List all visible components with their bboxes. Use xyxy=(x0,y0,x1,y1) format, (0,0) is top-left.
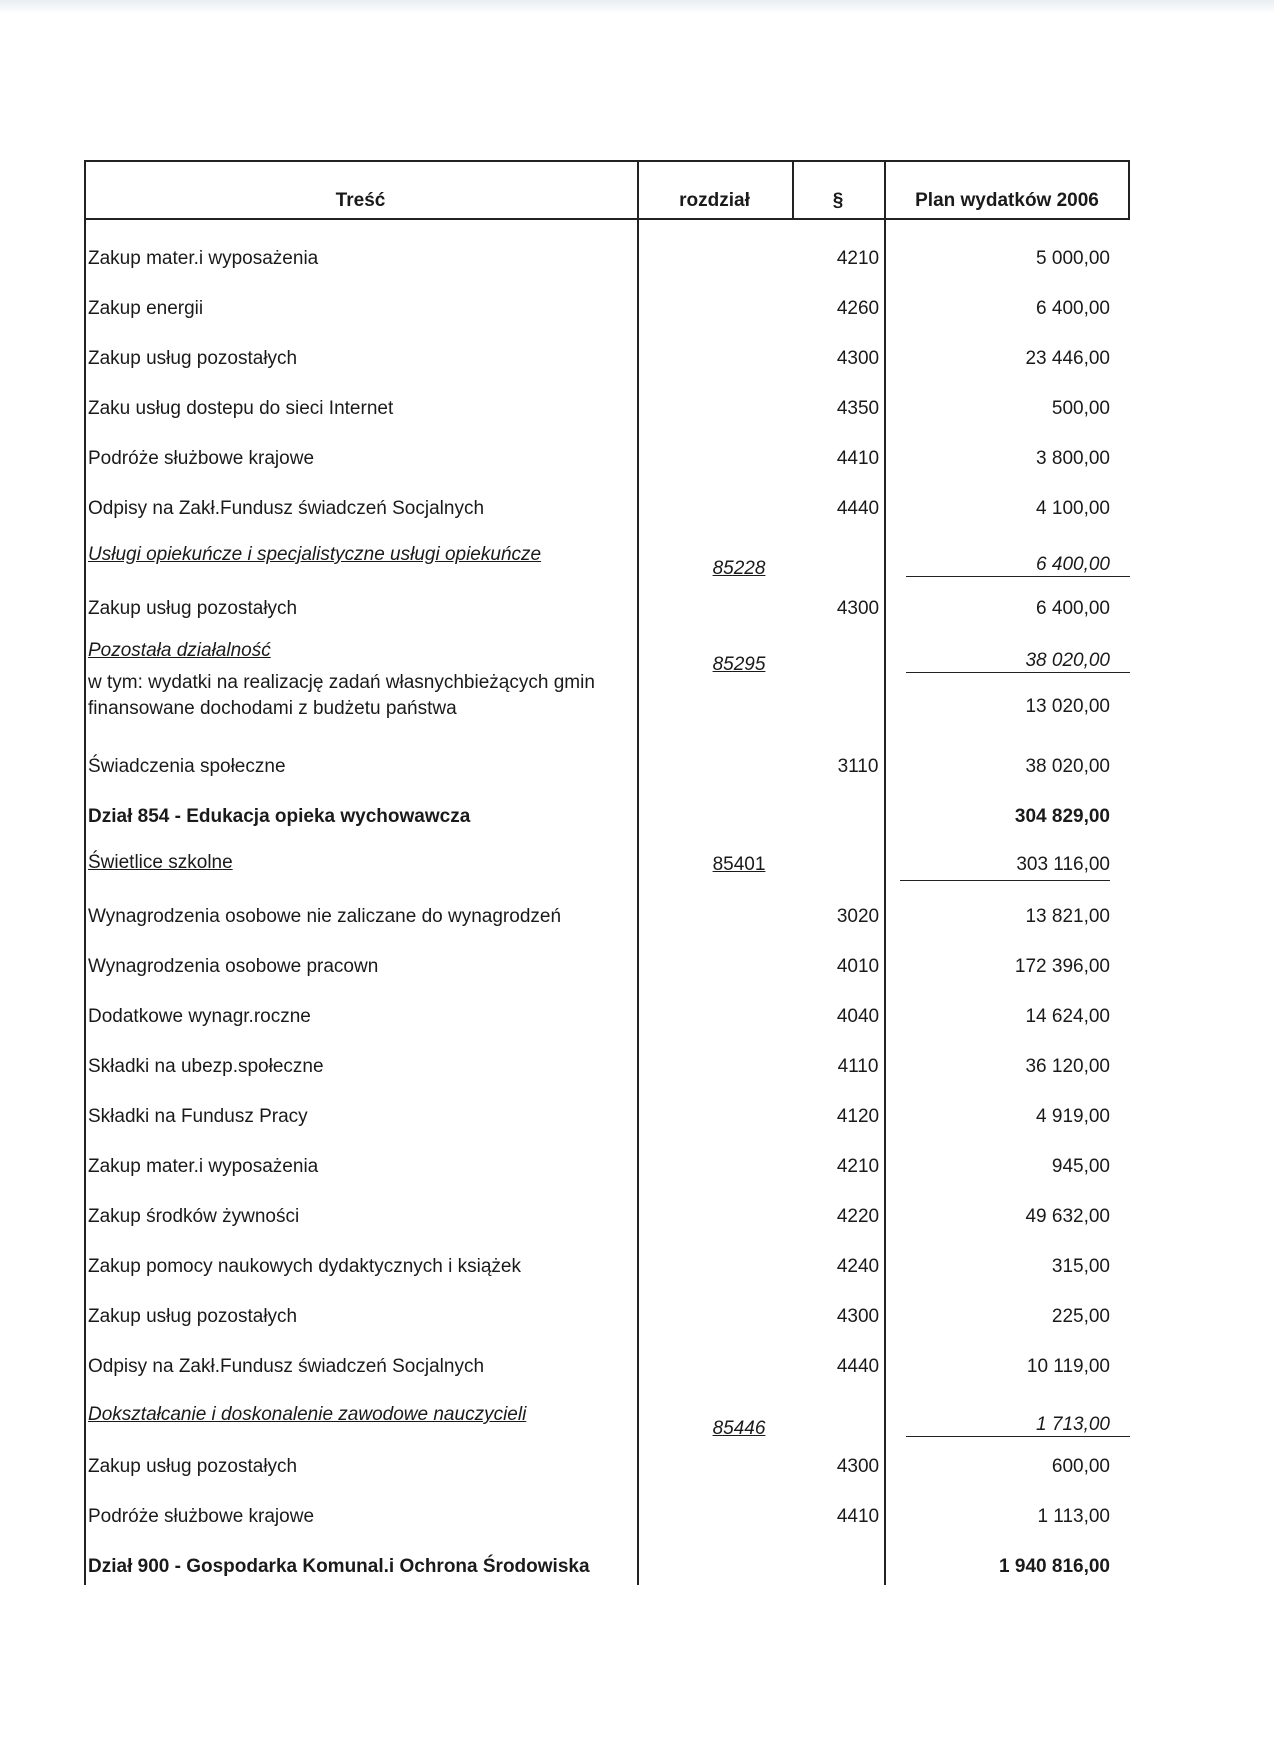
row-paragraph: 4410 xyxy=(836,448,880,469)
row-description: Dodatkowe wynagr.roczne xyxy=(88,1006,311,1027)
row-description: Świadczenia społeczne xyxy=(88,756,286,777)
row-amount: 6 400,00 xyxy=(1036,554,1110,575)
row-paragraph: 4210 xyxy=(836,248,880,269)
row-amount: 49 632,00 xyxy=(1025,1206,1110,1227)
row-amount: 36 120,00 xyxy=(1025,1056,1110,1077)
row-amount: 225,00 xyxy=(1051,1306,1110,1327)
row-amount: 10 119,00 xyxy=(1026,1356,1110,1377)
row-amount: 38 020,00 xyxy=(1025,650,1110,671)
header-rozdzial: rozdział xyxy=(679,190,750,211)
row-amount: 38 020,00 xyxy=(1025,756,1110,777)
row-paragraph: 4350 xyxy=(836,398,880,419)
row-description: Zakup środków żywności xyxy=(88,1206,300,1227)
row-amount: 1 713,00 xyxy=(1036,1414,1110,1435)
row-paragraph: 4260 xyxy=(836,298,880,319)
row-description: Zakup energii xyxy=(88,298,204,319)
row-amount: 14 624,00 xyxy=(1025,1006,1110,1027)
row-amount: 23 446,00 xyxy=(1025,348,1110,369)
row-amount: 1 940 816,00 xyxy=(999,1556,1110,1577)
row-description: Zakup usług pozostałych xyxy=(88,348,298,369)
table-row xyxy=(84,1156,1130,1196)
row-description-line1: w tym: wydatki na realizację zadań własnychbieżących gmin xyxy=(88,672,595,693)
row-description: Zakup usług pozostałych xyxy=(88,1306,298,1327)
row-description: Wynagrodzenia osobowe nie zaliczane do wynagrodzeń xyxy=(88,906,562,927)
row-description: Odpisy na Zakł.Fundusz świadczeń Socjalnych xyxy=(88,1356,485,1377)
row-rozdzial: 85446 xyxy=(712,1418,766,1439)
table-row xyxy=(84,756,1130,796)
subtotal-rule xyxy=(906,672,1130,673)
row-paragraph: 4010 xyxy=(836,956,880,977)
row-amount: 13 020,00 xyxy=(1025,696,1110,717)
row-rozdzial: 85295 xyxy=(712,654,766,675)
row-amount: 500,00 xyxy=(1051,398,1110,419)
table-row xyxy=(84,544,1130,588)
table-row xyxy=(84,598,1130,638)
row-amount: 303 116,00 xyxy=(1016,854,1110,875)
table-row xyxy=(84,498,1130,538)
row-amount: 945,00 xyxy=(1051,1156,1110,1177)
row-amount: 315,00 xyxy=(1051,1256,1110,1277)
row-paragraph: 4440 xyxy=(836,498,880,519)
row-description: Podróże służbowe krajowe xyxy=(88,448,315,469)
row-paragraph: 4040 xyxy=(836,1006,880,1027)
row-description: Zakup usług pozostałych xyxy=(88,1456,298,1477)
row-description: Podróże służbowe krajowe xyxy=(88,1506,315,1527)
table-row xyxy=(84,1006,1130,1046)
table-row xyxy=(84,1556,1130,1596)
table-row xyxy=(84,672,1130,736)
subtotal-rule xyxy=(906,576,1130,577)
row-description: Wynagrodzenia osobowe pracown xyxy=(88,956,379,977)
row-paragraph: 4300 xyxy=(836,1306,880,1327)
row-paragraph: 4440 xyxy=(836,1356,880,1377)
row-paragraph: 4220 xyxy=(836,1206,880,1227)
row-paragraph: 4240 xyxy=(836,1256,880,1277)
row-description: Zakup mater.i wyposażenia xyxy=(88,1156,319,1177)
subtotal-rule xyxy=(900,880,1110,881)
header-plan: Plan wydatków 2006 xyxy=(915,190,1099,211)
table-row xyxy=(84,1106,1130,1146)
scan-edge xyxy=(0,0,1274,14)
row-paragraph: 4300 xyxy=(836,598,880,619)
table-row xyxy=(84,806,1130,846)
row-amount: 1 113,00 xyxy=(1037,1506,1110,1527)
row-description: Usługi opiekuńcze i specjalistyczne usługi opiekuńcze xyxy=(88,544,542,565)
table-row xyxy=(84,1306,1130,1346)
row-description: Zakup pomocy naukowych dydaktycznych i książek xyxy=(88,1256,521,1277)
row-amount: 6 400,00 xyxy=(1036,298,1110,319)
table-row xyxy=(84,1056,1130,1096)
row-description-line2: finansowane dochodami z budżetu państwa xyxy=(88,698,457,719)
table-row xyxy=(84,1206,1130,1246)
table-row xyxy=(84,298,1130,338)
table-row xyxy=(84,348,1130,388)
row-rozdzial: 85401 xyxy=(712,854,766,875)
row-description: Dział 900 - Gospodarka Komunal.i Ochrona Środowiska xyxy=(88,1556,590,1577)
row-description: Dział 854 - Edukacja opieka wychowawcza xyxy=(88,806,471,827)
table-row xyxy=(84,906,1130,946)
row-description xyxy=(88,670,595,722)
row-paragraph: 4120 xyxy=(836,1106,880,1127)
row-description: Świetlice szkolne xyxy=(88,852,233,873)
budget-table xyxy=(84,160,1130,1585)
row-amount: 304 829,00 xyxy=(1014,806,1110,827)
row-amount: 6 400,00 xyxy=(1036,598,1110,619)
row-amount: 3 800,00 xyxy=(1036,448,1110,469)
row-description: Składki na Fundusz Pracy xyxy=(88,1106,308,1127)
row-description: Składki na ubezp.społeczne xyxy=(88,1056,324,1077)
row-description: Zakup mater.i wyposażenia xyxy=(88,248,319,269)
table-row xyxy=(84,956,1130,996)
table-row xyxy=(84,1456,1130,1496)
table-row xyxy=(84,1404,1130,1448)
row-paragraph: 4300 xyxy=(836,348,880,369)
row-rozdzial: 85228 xyxy=(712,558,766,579)
table-row xyxy=(84,398,1130,438)
table-row xyxy=(84,1356,1130,1396)
subtotal-rule xyxy=(906,1436,1130,1437)
row-paragraph: 4110 xyxy=(837,1056,879,1077)
row-amount: 5 000,00 xyxy=(1036,248,1110,269)
row-paragraph: 4410 xyxy=(836,1506,880,1527)
table-row xyxy=(84,248,1130,288)
row-paragraph: 4300 xyxy=(836,1456,880,1477)
row-description: Dokształcanie i doskonalenie zawodowe nauczycieli xyxy=(88,1404,527,1425)
row-description: Zaku usług dostepu do sieci Internet xyxy=(88,398,394,419)
header-bottom-border xyxy=(84,218,1130,220)
row-description: Pozostała działalność xyxy=(88,640,271,661)
header-desc: Treść xyxy=(335,190,386,211)
row-amount: 13 821,00 xyxy=(1025,906,1110,927)
row-amount: 4 919,00 xyxy=(1036,1106,1110,1127)
row-paragraph: 3020 xyxy=(836,906,880,927)
table-row xyxy=(84,852,1130,896)
row-paragraph: 3110 xyxy=(837,756,879,777)
row-amount: 4 100,00 xyxy=(1036,498,1110,519)
row-amount: 600,00 xyxy=(1051,1456,1110,1477)
row-description: Zakup usług pozostałych xyxy=(88,598,298,619)
table-row xyxy=(84,1256,1130,1296)
table-row xyxy=(84,448,1130,488)
table-top-border xyxy=(84,160,1130,162)
table-row xyxy=(84,1506,1130,1546)
row-paragraph: 4210 xyxy=(836,1156,880,1177)
row-description: Odpisy na Zakł.Fundusz świadczeń Socjalnych xyxy=(88,498,485,519)
header-paragraph: § xyxy=(832,190,844,211)
row-amount: 172 396,00 xyxy=(1014,956,1110,977)
